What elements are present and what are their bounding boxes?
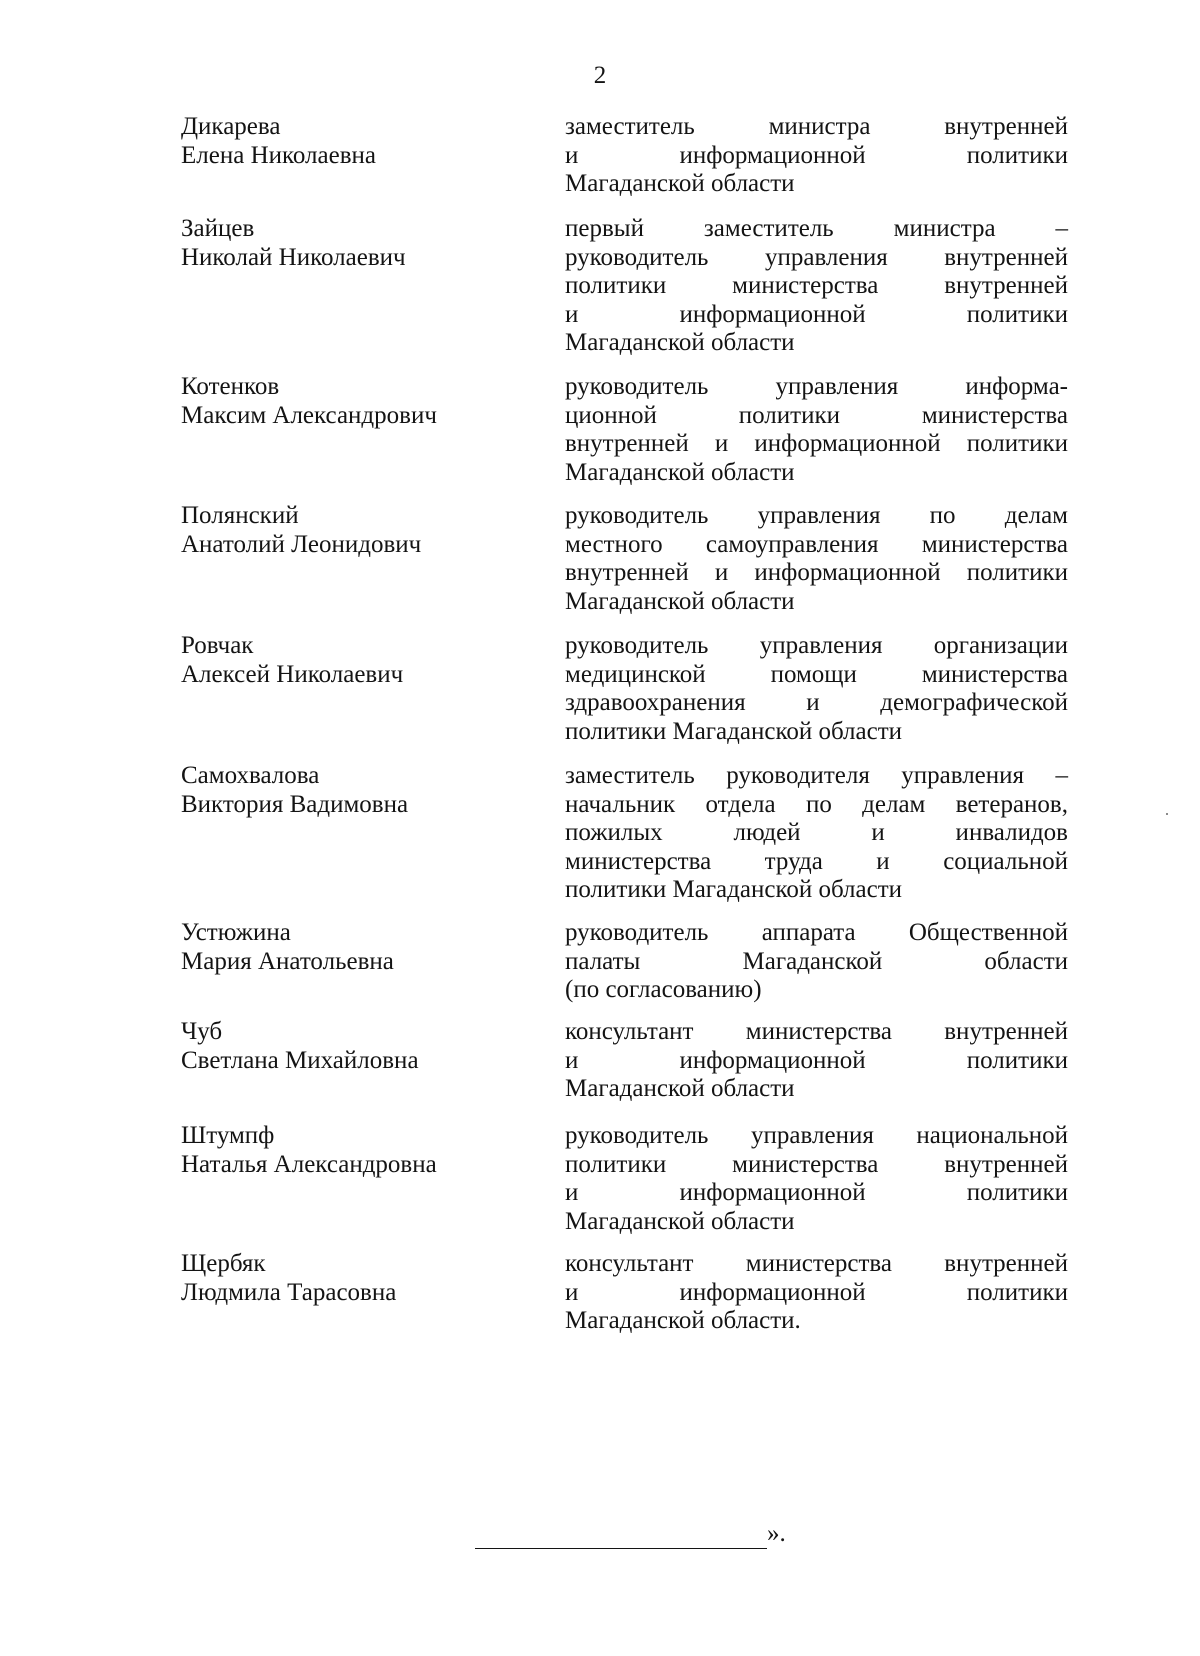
- position-line: пожилых людей и инвалидов: [565, 819, 1068, 846]
- position-line: Магаданской области.: [565, 1307, 801, 1334]
- member-given-names: Наталья Александровна: [181, 1150, 437, 1178]
- closing-line: [0, 1514, 1200, 1554]
- position-line: первый заместитель министра –: [565, 215, 1068, 242]
- member-given-names: Максим Александрович: [181, 401, 437, 429]
- position-line: медицинской помощи министерства: [565, 660, 1068, 688]
- member-name: [181, 502, 421, 559]
- position-line: руководитель управления организации: [565, 632, 1068, 659]
- position-line: местного самоуправления министерства: [565, 530, 1068, 558]
- member-surname: Устюжина: [181, 919, 291, 946]
- member-name: [181, 373, 437, 430]
- member-given-names: Алексей Николаевич: [181, 660, 404, 688]
- position-line: консультант министерства внутренней: [565, 1018, 1068, 1045]
- position-line: министерства труда и социальной: [565, 847, 1068, 875]
- member-given-names: Николай Николаевич: [181, 243, 406, 271]
- member-position: [565, 919, 1068, 1005]
- member-given-names: Елена Николаевна: [181, 141, 376, 169]
- position-line: политики министерства внутренней: [565, 272, 1068, 299]
- position-line: политики Магаданской области: [565, 717, 903, 745]
- member-surname: Самохвалова: [181, 762, 320, 789]
- member-given-names: Анатолий Леонидович: [181, 530, 422, 558]
- member-name: [181, 632, 403, 689]
- member-position: [565, 502, 1068, 616]
- position-line: Магаданской области: [565, 1075, 795, 1102]
- member-name: [181, 1018, 419, 1075]
- position-line: руководитель управления внутренней: [565, 243, 1068, 271]
- member-surname: Полянский: [181, 502, 299, 529]
- position-line: и информационной политики: [565, 1278, 1068, 1306]
- member-name: [181, 113, 376, 170]
- position-line: начальник отдела по делам ветеранов,: [565, 790, 1068, 818]
- position-line: ционной политики министерства: [565, 401, 1068, 429]
- position-line: Магаданской области: [565, 1207, 795, 1235]
- position-line: Магаданской области: [565, 458, 795, 486]
- member-given-names: Мария Анатольевна: [181, 947, 394, 975]
- member-name: [181, 1122, 437, 1179]
- position-line: руководитель аппарата Общественной: [565, 919, 1068, 946]
- position-line: заместитель министра внутренней: [565, 113, 1068, 140]
- member-given-names: Виктория Вадимовна: [181, 790, 409, 818]
- member-surname: Дикарева: [181, 113, 281, 140]
- position-line: политики Магаданской области: [565, 876, 903, 903]
- member-surname: Щербяк: [181, 1250, 266, 1277]
- position-line: консультант министерства внутренней: [565, 1250, 1068, 1277]
- member-name: [181, 919, 394, 976]
- member-surname: Котенков: [181, 373, 280, 400]
- position-line: и информационной политики: [565, 1046, 1068, 1074]
- member-position: [565, 373, 1068, 487]
- position-line: внутренней и информационной политики: [565, 559, 1068, 586]
- member-surname: Зайцев: [181, 215, 255, 242]
- member-given-names: Людмила Тарасовна: [181, 1278, 397, 1306]
- position-line: Магаданской области: [565, 329, 795, 356]
- position-line: политики министерства внутренней: [565, 1150, 1068, 1178]
- member-name: [181, 762, 408, 819]
- position-line: и информационной политики: [565, 300, 1068, 328]
- position-line: внутренней и информационной политики: [565, 430, 1068, 457]
- position-line: Магаданской области: [565, 170, 795, 197]
- scan-speck: [1166, 813, 1168, 815]
- member-position: [565, 632, 1068, 746]
- closing-quote-mark: ».: [767, 1520, 786, 1547]
- member-position: [565, 215, 1068, 358]
- position-line: здравоохранения и демографической: [565, 689, 1068, 716]
- member-name: [181, 215, 406, 272]
- member-name: [181, 1250, 396, 1307]
- member-position: [565, 762, 1068, 905]
- position-line: руководитель управления информа-: [565, 373, 1068, 400]
- position-line: руководитель управления по делам: [565, 502, 1068, 529]
- member-position: [565, 1018, 1068, 1104]
- position-line: палаты Магаданской области: [565, 947, 1068, 975]
- member-surname: Ровчак: [181, 632, 254, 659]
- member-surname: Штумпф: [181, 1122, 275, 1149]
- member-surname: Чуб: [181, 1018, 223, 1045]
- position-line: (по согласованию): [565, 976, 762, 1003]
- member-given-names: Светлана Михайловна: [181, 1046, 419, 1074]
- closing-rule: [475, 1548, 767, 1549]
- member-position: [565, 1250, 1068, 1336]
- position-line: и информационной политики: [565, 141, 1068, 169]
- page-number: 2: [593, 62, 607, 89]
- position-line: Магаданской области: [565, 587, 795, 615]
- member-position: [565, 1122, 1068, 1236]
- member-position: [565, 113, 1068, 199]
- position-line: и информационной политики: [565, 1179, 1068, 1206]
- position-line: заместитель руководителя управления –: [565, 762, 1068, 789]
- position-line: руководитель управления национальной: [565, 1122, 1068, 1149]
